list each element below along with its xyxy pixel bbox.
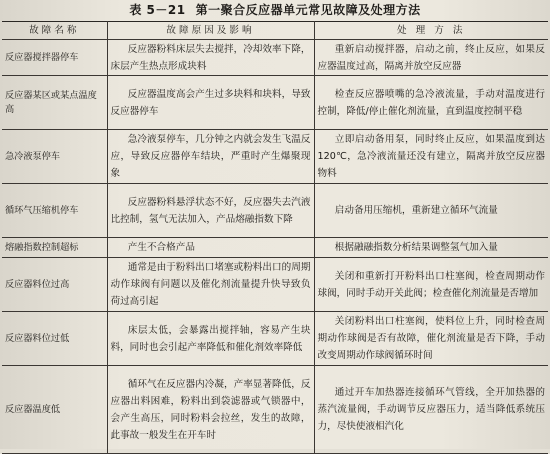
table-row xyxy=(2,130,548,184)
fault-name-cell: 反应器料位过低 xyxy=(2,312,107,366)
table-row xyxy=(2,312,548,366)
table-row xyxy=(2,40,548,76)
fault-name-cell: 循环气压缩机停车 xyxy=(2,184,107,238)
fault-name-cell: 熔融指数控制超标 xyxy=(2,238,107,258)
table-number: 表 5－21 xyxy=(129,3,186,17)
fault-name-cell: 反应器温度低 xyxy=(2,366,107,454)
cause-cell: 通常是由于粉料出口堵塞或粉料出口的周期动作球阀有问题以及催化剂流量提升快导致负荷过高引起 xyxy=(107,258,314,312)
solution-cell: 立即启动备用泵，同时终止反应，如果温度到达120℃，急冷液流量还没有建立，隔离并放空反应器物料 xyxy=(314,130,548,184)
header-cause: 故障原因及影响 xyxy=(107,22,314,40)
table-row xyxy=(2,76,548,130)
cause-cell: 循环气在反应器内冷凝，产率显著降低，反应器出料困难，粉料出到袋滤器或气锁器中，会产生高压，同时粉料会拉丝，发生的故障，此事故一般发生在开车时 xyxy=(107,366,314,454)
fault-name-cell: 反应器料位过高 xyxy=(2,258,107,312)
table-row xyxy=(2,184,548,238)
fault-name-cell: 反应器某区或某点温度高 xyxy=(2,76,107,130)
table-row xyxy=(2,258,548,312)
cause-cell: 反应器温度高会产生过多块料和块料，导致反应器停车 xyxy=(107,76,314,130)
solution-cell: 关闭和重新打开粉料出口柱塞阀，检查周期动作球阀，同时手动开关此阀；检查催化剂流量是否增加 xyxy=(314,258,548,312)
table-row xyxy=(2,366,548,454)
cause-cell: 产生不合格产品 xyxy=(107,238,314,258)
fault-name-cell: 反应器搅拌器停车 xyxy=(2,40,107,76)
header-solution: 处 理 方 法 xyxy=(314,22,548,40)
solution-cell: 检查反应器喷嘴的急冷液流量，手动对温度进行控制，降低/停止催化剂流量，直到温度控制平稳 xyxy=(314,76,548,130)
solution-cell: 根据融融指数分析结果调整氢气加入量 xyxy=(314,238,548,258)
header-fault-name: 故障名称 xyxy=(2,22,107,40)
table-row xyxy=(2,238,548,258)
cause-cell: 床层太低，会暴露出搅拌轴，容易产生块料，同时也会引起产率降低和催化剂效率降低 xyxy=(107,312,314,366)
solution-cell: 关闭粉料出口柱塞阀，使料位上升，同时检查周期动作球阀是否有故障，催化剂流量是否下降，手动改变周期动作球阀循环时间 xyxy=(314,312,548,366)
fault-table xyxy=(2,21,548,454)
table-title: 第一聚合反应器单元常见故障及处理方法 xyxy=(195,3,421,17)
fault-name-cell: 急冷液泵停车 xyxy=(2,130,107,184)
solution-cell: 启动备用压缩机，重新建立循环气流量 xyxy=(314,184,548,238)
table-caption xyxy=(0,1,550,19)
solution-cell: 重新启动搅拌器，启动之前，终止反应，如果反应器温度过高，隔离并放空反应器 xyxy=(314,40,548,76)
cause-cell: 反应器粉料床层失去搅拌，冷却效率下降，床层产生热点形成块料 xyxy=(107,40,314,76)
table-header-row xyxy=(2,22,548,40)
cause-cell: 急冷液泵停车，几分钟之内就会发生飞温反应，导致反应器停车结块，严重时产生爆聚现象 xyxy=(107,130,314,184)
cause-cell: 反应器粉料悬浮状态不好，反应器失去汽液比控制，氢气无法加入，产品熔融指数下降 xyxy=(107,184,314,238)
solution-cell: 通过开车加热器连接循环气管线，全开加热器的蒸汽流量阀，手动调节反应器压力，适当降低系统压力，尽快使液相汽化 xyxy=(314,366,548,454)
